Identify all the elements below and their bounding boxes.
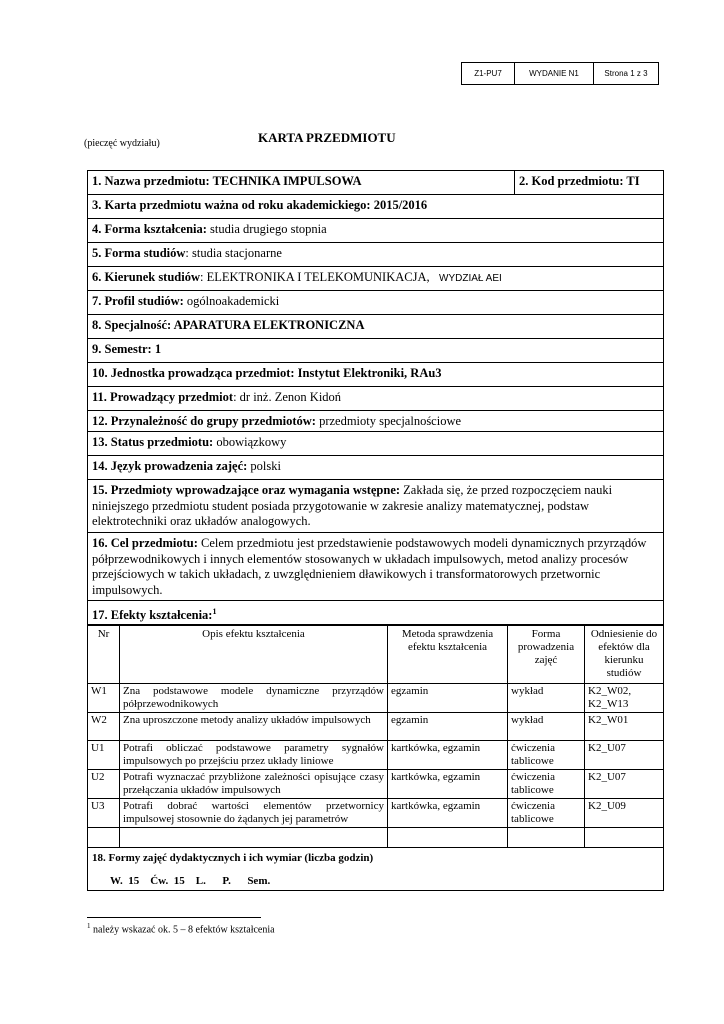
effects-table [87, 625, 664, 848]
row-unit: 10. Jednostka prowadząca przedmiot: Instytut Elektroniki, RAu3 [87, 363, 664, 387]
effects-cell: Zna uproszczone metody analizy układów impulsowych [120, 713, 388, 741]
effects-cell-empty [508, 828, 585, 848]
effects-cell-empty [88, 828, 120, 848]
group-label: 12. Przynależność do grupy przedmiotów: [92, 414, 316, 428]
doc-page: Strona 1 z 3 [604, 69, 648, 78]
study-form-label: 5. Forma studiów [92, 246, 186, 260]
effects-cell-empty [585, 828, 664, 848]
language-value: polski [247, 459, 281, 473]
table-row [88, 713, 664, 741]
document-header-box [461, 62, 659, 85]
row-profile [87, 291, 664, 315]
table-row-empty [88, 828, 664, 848]
row-lecturer [87, 387, 664, 411]
form-label: 4. Forma kształcenia: [92, 222, 207, 236]
course-name-value: TECHNIKA IMPULSOWA [212, 174, 362, 188]
effects-cell: U2 [88, 770, 120, 799]
objective-value: Celem przedmiotu jest przedstawienie podstawowych modeli dynamicznych przyrządów półprzewodnikowych i innych elementów stosowanych w układach impulsowych, metod analizy procesów przejściowych w takich układach, z uwzględnieniem dławikowych i transformatorowych przetwornic impulsowych. [92, 536, 647, 597]
effects-cell-empty [388, 828, 508, 848]
effects-cell-empty [120, 828, 388, 848]
effects-header-cell: Odniesienie do efektów dla kierunku studiów [585, 626, 664, 684]
effects-cell: wykład [508, 713, 585, 741]
effects-cell: W1 [88, 684, 120, 713]
effects-cell: Zna podstawowe modele dynamiczne przyrządów półprzewodnikowych [120, 684, 388, 713]
profile-value: ogólnoakademicki [183, 294, 280, 308]
effects-cell: kartkówka, egzamin [388, 799, 508, 828]
effects-cell: egzamin [388, 684, 508, 713]
doc-code: Z1-PU7 [462, 63, 515, 84]
prerequisites-label: 15. Przedmioty wprowadzające oraz wymagania wstępne: [92, 483, 401, 497]
table-row [88, 799, 664, 828]
page-title: KARTA PRZEDMIOTU [258, 130, 396, 145]
form-value: studia drugiego stopnia [206, 222, 327, 236]
table-row [88, 770, 664, 799]
effects-cell: wykład [508, 684, 585, 713]
effects-cell: Potrafi wyznaczać przybliżone zależności opisujące czasy przełączania układów impulsowych [120, 770, 388, 799]
effects-cell: egzamin [388, 713, 508, 741]
row-language [87, 456, 664, 480]
row-prerequisites [87, 480, 664, 533]
language-label: 14. Język prowadzenia zajęć: [92, 459, 248, 473]
footnote-text: należy wskazać ok. 5 – 8 efektów kształcenia [90, 924, 275, 936]
effects-cell: W2 [88, 713, 120, 741]
class-hours: W. 15 Ćw. 15 L. P. Sem. [110, 874, 271, 887]
effects-cell: K2_W02, K2_W13 [585, 684, 664, 713]
effects-cell: U1 [88, 741, 120, 770]
effects-cell: K2_U07 [585, 770, 664, 799]
effects-cell: K2_U07 [585, 741, 664, 770]
row-group [87, 411, 664, 432]
profile-label: 7. Profil studiów: [92, 294, 184, 308]
footnote [87, 922, 275, 935]
effects-footnote-ref: 1 [212, 607, 217, 616]
row-objective [87, 533, 664, 601]
faculty-name: WYDZIAŁ AEI [439, 273, 502, 284]
field-value: : ELEKTRONIKA I TELEKOMUNIKACJA, [200, 270, 430, 284]
row-field [87, 267, 664, 291]
table-row [88, 741, 664, 770]
prerequisites-value: Zakłada się, że przed rozpoczęciem nauki niniejszego przedmiotu student posiada przygotowanie w zakresie analizy matematycznej, podstaw elektrotechniki oraz układów analogowych. [92, 483, 613, 528]
effects-label: 17. Efekty kształcenia: [92, 608, 213, 623]
row-semester: 9. Semestr: 1 [87, 339, 664, 363]
effects-header-cell: Opis efektu kształcenia [120, 626, 388, 684]
faculty-stamp: (pieczęć wydziału) [84, 138, 160, 149]
effects-cell: U3 [88, 799, 120, 828]
course-card-table [87, 170, 664, 891]
row-specialty: 8. Specjalność: APARATURA ELEKTRONICZNA [87, 315, 664, 339]
class-forms-label: 18. Formy zajęć dydaktycznych i ich wymiar (liczba godzin) [92, 852, 374, 864]
row-status [87, 432, 664, 456]
table-row [88, 684, 664, 713]
effects-cell: K2_U09 [585, 799, 664, 828]
course-name-label: 1. Nazwa przedmiotu: [92, 174, 213, 188]
effects-cell: kartkówka, egzamin [388, 741, 508, 770]
effects-cell: kartkówka, egzamin [388, 770, 508, 799]
row-form [87, 219, 664, 243]
row-course-name [87, 171, 664, 195]
lecturer-value: : dr inż. Zenon Kidoń [233, 390, 342, 404]
row-class-forms [87, 848, 664, 891]
effects-header-cell: Forma prowadzenia zajęć [508, 626, 585, 684]
effects-header-cell: Metoda sprawdzenia efektu kształcenia [388, 626, 508, 684]
effects-cell: Potrafi dobrać wartości elementów przetwornicy impulsowej stosownie do żądanych jej parametrów [120, 799, 388, 828]
status-label: 13. Status przedmiotu: [92, 435, 214, 449]
effects-cell: K2_W01 [585, 713, 664, 741]
row-valid-year: 3. Karta przedmiotu ważna od roku akademickiego: 2015/2016 [87, 195, 664, 219]
footnote-number: 1 [87, 922, 91, 930]
footnote-separator [87, 917, 261, 918]
field-label: 6. Kierunek studiów [92, 270, 201, 284]
status-value: obowiązkowy [213, 435, 287, 449]
effects-cell: ćwiczenia tablicowe [508, 770, 585, 799]
effects-cell: ćwiczenia tablicowe [508, 799, 585, 828]
effects-cell: ćwiczenia tablicowe [508, 741, 585, 770]
group-value: przedmioty specjalnościowe [315, 414, 462, 428]
course-code: 2. Kod przedmiotu: TI [519, 174, 640, 188]
row-study-form [87, 243, 664, 267]
row-effects-heading [87, 601, 664, 625]
effects-header-cell: Nr [88, 626, 120, 684]
study-form-value: : studia stacjonarne [185, 246, 282, 260]
effects-cell: Potrafi obliczać podstawowe parametry sygnałów impulsowych po przejściu przez układy liniowe [120, 741, 388, 770]
objective-label: 16. Cel przedmiotu: [92, 536, 198, 550]
doc-edition: WYDANIE N1 [515, 63, 594, 84]
lecturer-label: 11. Prowadzący przedmiot [92, 390, 234, 404]
